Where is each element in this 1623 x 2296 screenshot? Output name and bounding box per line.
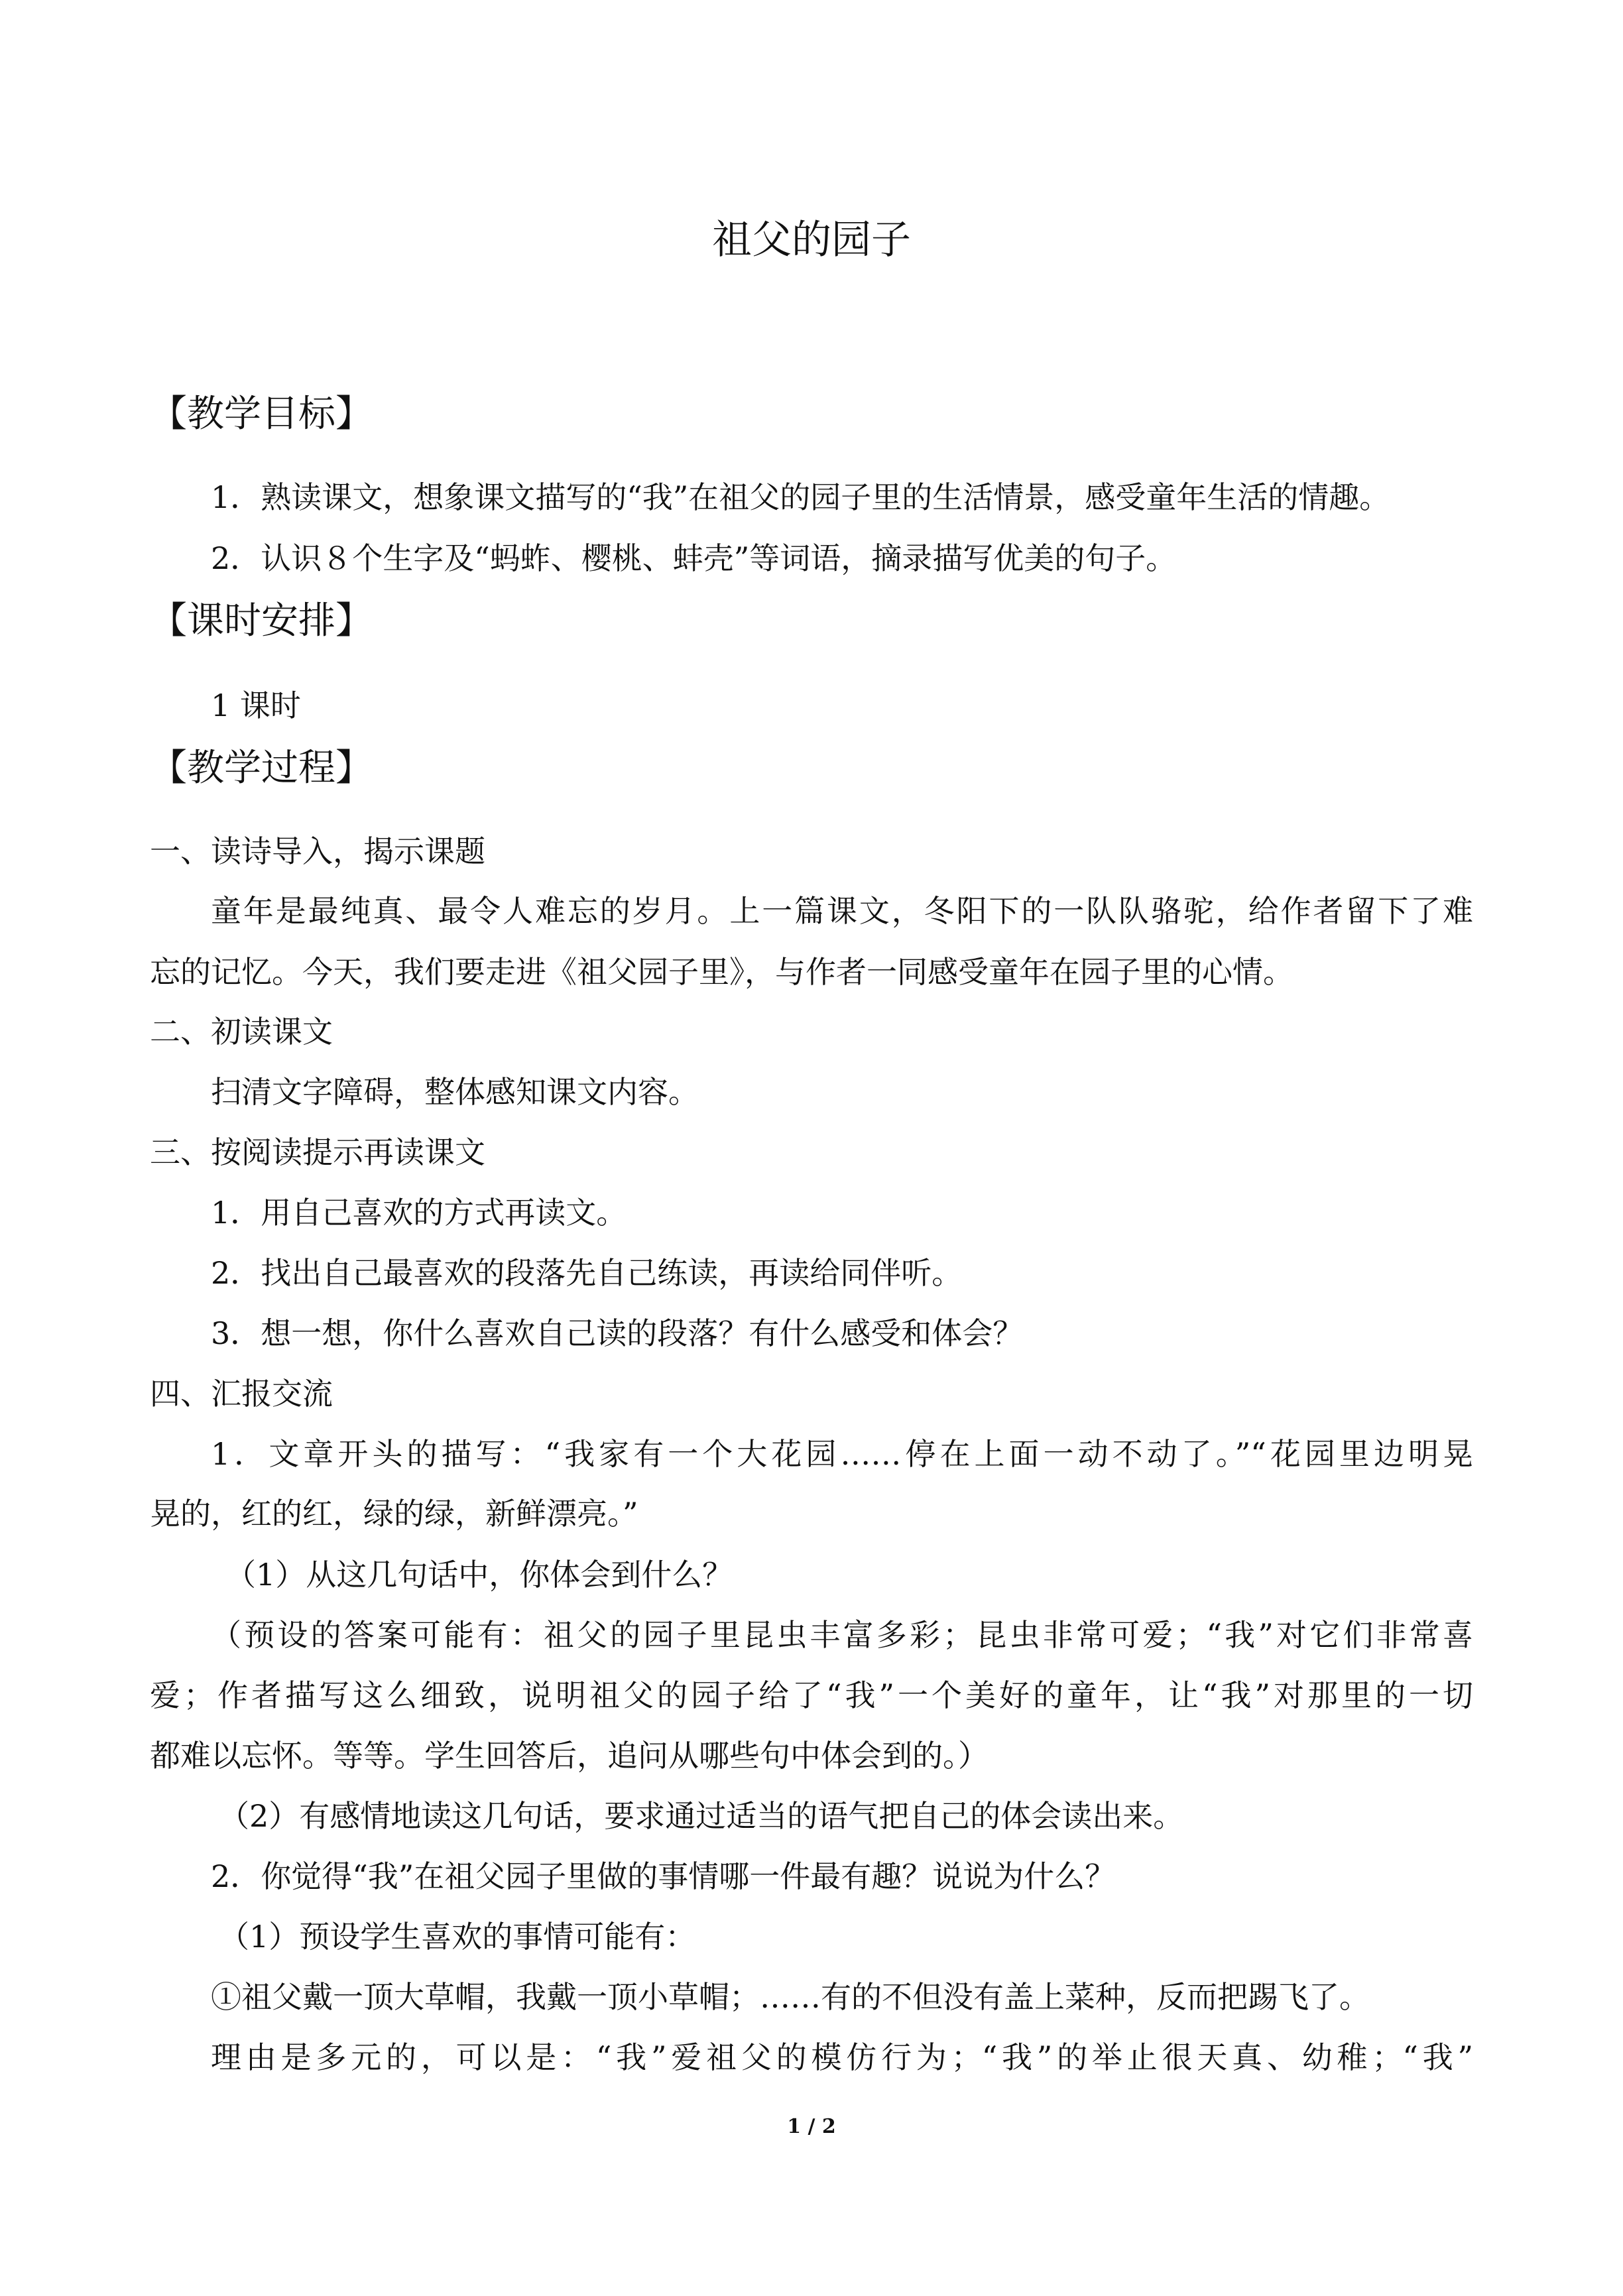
part3-item-2: 2．找出自己最喜欢的段落先自己练读，再读给同伴听。 [211,1255,963,1291]
part4-item1-line-1: 1．文章开头的描写：“我家有一个大花园……停在上面一动不动了。”“花园里边明晃 [211,1436,1473,1472]
part2-text: 扫清文字障碍，整体感知课文内容。 [211,1074,699,1110]
part1-paragraph-line-1: 童年是最纯真、最令人难忘的岁月。上一篇课文，冬阳下的一队队骆驼，给作者留下了难 [211,893,1473,929]
objectives-heading: 【教学目标】 [150,393,373,436]
part4-answer-line-2: 爱；作者描写这么细致，说明祖父的园子给了“我”一个美好的童年，让“我”对那里的一切 [150,1677,1473,1713]
schedule-text: 1 课时 [211,688,301,723]
part4-title: 四、汇报交流 [150,1376,333,1412]
part4-item1-line-2: 晃的，红的红，绿的绿，新鲜漂亮。” [150,1496,638,1532]
part1-title: 一、读诗导入，揭示课题 [150,833,485,869]
part4-answer-line-3: 都难以忘怀。等等。学生回答后，追问从哪些句中体会到的。） [150,1738,989,1774]
part4-answer-line-1: （预设的答案可能有：祖父的园子里昆虫丰富多彩；昆虫非常可爱；“我”对它们非常喜 [211,1617,1473,1653]
schedule-heading: 【课时安排】 [150,599,373,642]
page-title: 祖父的园子 [712,217,911,263]
part4-item2-reason: 理由是多元的，可以是：“我”爱祖父的模仿行为；“我”的举止很天真、幼稚；“我” [211,2039,1473,2075]
objective-item-2: 2．认识８个生字及“蚂蚱、樱桃、蚌壳”等词语，摘录描写优美的句子。 [211,540,1177,576]
part4-question-1: （1）从这几句话中，你体会到什么？ [225,1557,733,1593]
part4-item2-answer-1: ①祖父戴一顶大草帽，我戴一顶小草帽；……有的不但没有盖上菜种，反而把踢飞了。 [211,1979,1370,2015]
part4-item2-question-1: （1）预设学生喜欢的事情可能有： [219,1919,696,1955]
page-number: 1 / 2 [787,2115,836,2138]
part3-item-1: 1．用自己喜欢的方式再读文。 [211,1195,627,1231]
part2-title: 二、初读课文 [150,1014,333,1050]
part4-item-2: 2．你觉得“我”在祖父园子里做的事情哪一件最有趣？说说为什么？ [211,1858,1116,1894]
objective-item-1: 1．熟读课文，想象课文描写的“我”在祖父的园子里的生活情景，感受童年生活的情趣。 [211,479,1390,515]
part3-title: 三、按阅读提示再读课文 [150,1134,485,1170]
part1-paragraph-line-2: 忘的记忆。今天，我们要走进《祖父园子里》，与作者一同感受童年在园子里的心情。 [150,954,1293,990]
part4-question-2: （2）有感情地读这几句话，要求通过适当的语气把自己的体会读出来。 [219,1798,1184,1834]
part3-item-3: 3．想一想，你什么喜欢自己读的段落？有什么感受和体会？ [211,1315,1024,1351]
process-heading: 【教学过程】 [150,747,373,790]
